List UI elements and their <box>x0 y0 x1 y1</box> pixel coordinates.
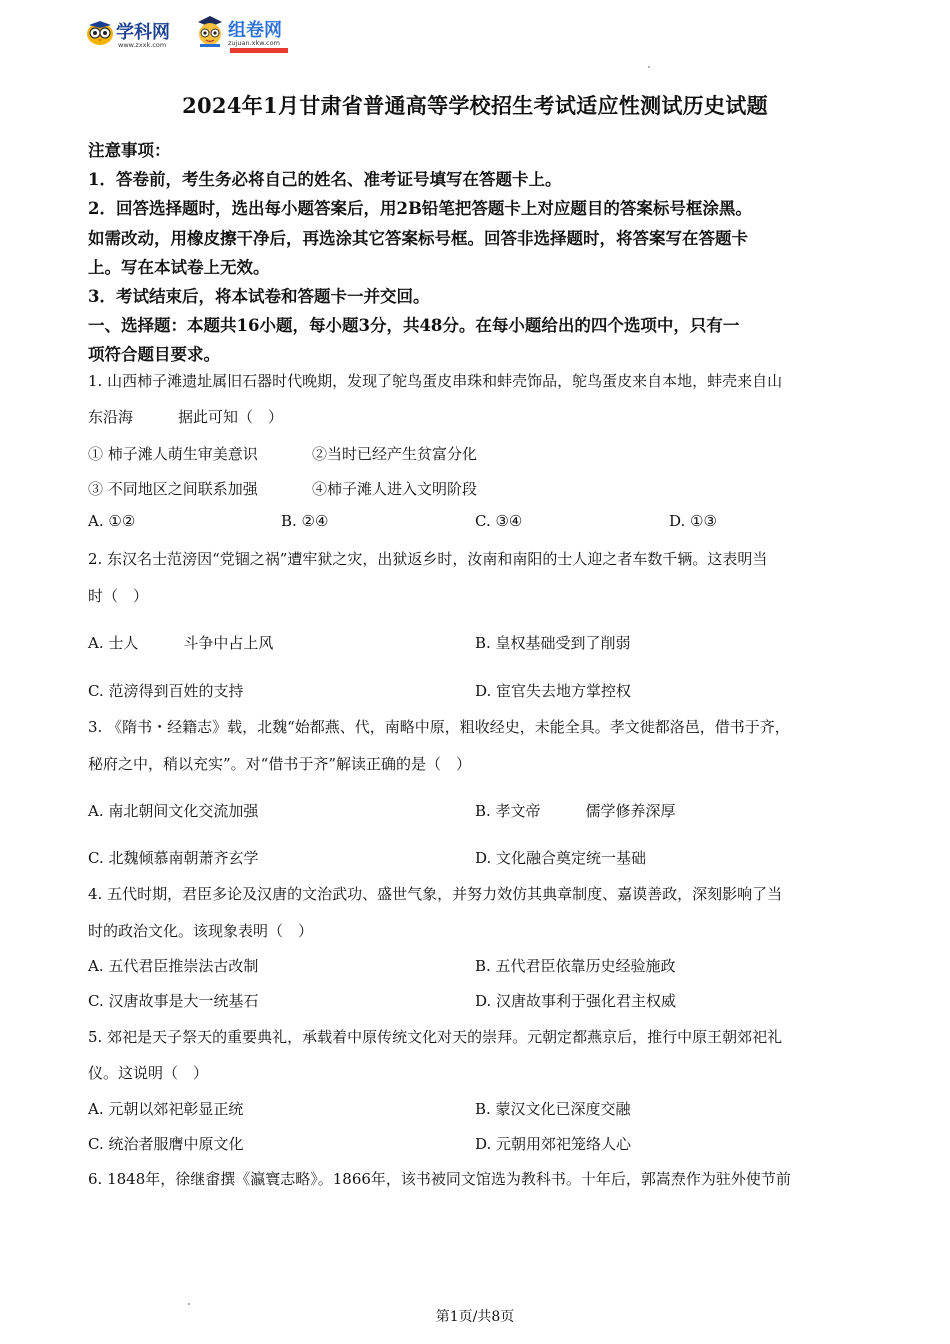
q1-option-a[interactable]: A. ①② <box>88 512 136 530</box>
zujuan-logo[interactable] <box>194 12 334 52</box>
q1-stem-line-1: 1. 山西柿子滩遗址属旧石器时代晚期，发现了鸵鸟蛋皮串珠和蚌壳饰品，鸵鸟蛋皮来自本地，蚌壳来自山 <box>88 372 783 390</box>
q5-option-b[interactable]: B. 蒙汉文化已深度交融 <box>475 1100 631 1118</box>
q1-statement-3: ③ 不同地区之间联系加强 <box>88 480 258 498</box>
q5-option-d[interactable]: D. 元朝用郊祀笼络人心 <box>475 1135 632 1153</box>
notice-item-2-line-3: 上。写在本试卷上无效。 <box>88 258 270 277</box>
notice-item-2-line-1: 2．回答选择题时，选出每小题答案后，用2B铅笔把答题卡上对应题目的答案标号框涂黑。 <box>88 199 752 218</box>
zujuan-logo-badge <box>230 48 288 53</box>
q3-option-d[interactable]: D. 文化融合奠定统一基础 <box>475 849 647 867</box>
q1-option-c[interactable]: C. ③④ <box>475 512 523 530</box>
q1-option-b[interactable]: B. ②④ <box>281 512 329 530</box>
section-heading-line-1: 一、选择题：本题共16小题，每小题3分，共48分。在每小题给出的四个选项中，只有一 <box>88 316 740 335</box>
q2-option-c[interactable]: C. 范滂得到百姓的支持 <box>88 682 244 700</box>
zxxk-logo-url: www.zxxk.com <box>118 41 167 49</box>
q3-stem-line-2: 秘府之中，稍以充实”。对“借书于齐”解读正确的是（ ） <box>88 755 472 773</box>
notice-item-1: 1．答卷前，考生务必将自己的姓名、准考证号填写在答题卡上。 <box>88 170 562 189</box>
q2-option-d[interactable]: D. 宦官失去地方掌控权 <box>475 682 632 700</box>
q2-stem-line-1: 2. 东汉名士范滂因“党锢之祸”遭牢狱之灾，出狱返乡时，汝南和南阳的士人迎之者车数千辆。这表明当 <box>88 550 768 568</box>
q1-statement-1: ① 柿子滩人萌生审美意识 <box>88 445 258 463</box>
exam-title: 2024年1月甘肃省普通高等学校招生考试适应性测试历史试题 <box>182 93 768 118</box>
q4-option-d[interactable]: D. 汉唐故事利于强化君主权威 <box>475 992 677 1010</box>
q3-option-a[interactable]: A. 南北朝间文化交流加强 <box>88 802 259 820</box>
q1-stem-line-2: 东沿海 据此可知（ ） <box>88 408 284 426</box>
notice-item-3: 3．考试结束后，将本试卷和答题卡一并交回。 <box>88 287 430 306</box>
speck <box>188 1303 190 1305</box>
page-number: 第1页/共8页 <box>435 1309 515 1325</box>
q4-stem-line-1: 4. 五代时期，君臣多论及汉唐的文治武功、盛世气象，并努力效仿其典章制度、嘉谟善政，深刻影响了当 <box>88 885 783 903</box>
notice-heading: 注意事项： <box>88 141 171 160</box>
q4-option-c[interactable]: C. 汉唐故事是大一统基石 <box>88 992 259 1010</box>
q4-option-a[interactable]: A. 五代君臣推崇法古改制 <box>88 957 259 975</box>
q1-option-d[interactable]: D. ①③ <box>669 512 717 530</box>
q5-stem-line-2: 仪。这说明（ ） <box>88 1064 209 1082</box>
q5-option-a[interactable]: A. 元朝以郊祀彰显正统 <box>88 1100 244 1118</box>
q3-stem-line-1: 3. 《隋书・经籍志》载，北魏“始都燕、代，南略中原，粗收经史，未能全具。孝文徙都洛邑，借书于齐， <box>88 718 790 736</box>
zujuan-logo-text: 组卷网 <box>228 20 282 41</box>
q6-stem-line-1: 6. 1848年，徐继畬撰《瀛寰志略》。1866年，该书被同文馆选为教科书。十年后，郭嵩焘作为驻外使节前 <box>88 1170 791 1188</box>
q3-option-c[interactable]: C. 北魏倾慕南朝萧齐玄学 <box>88 849 259 867</box>
header-logos <box>86 12 326 52</box>
q5-stem-line-1: 5. 郊祀是天子祭天的重要典礼，承载着中原传统文化对天的崇拜。元朝定都燕京后，推行中原王朝郊祀礼 <box>88 1028 783 1046</box>
q2-stem-line-2: 时（ ） <box>88 587 149 605</box>
section-heading-line-2: 项符合题目要求。 <box>88 345 220 364</box>
zxxk-logo-text: 学科网 <box>116 22 170 43</box>
mascot-icon <box>194 14 226 48</box>
q2-option-b[interactable]: B. 皇权基础受到了削弱 <box>475 634 631 652</box>
owl-icon <box>86 20 114 46</box>
q1-statement-2: ②当时已经产生贫富分化 <box>312 445 478 463</box>
q4-option-b[interactable]: B. 五代君臣依靠历史经验施政 <box>475 957 676 975</box>
q5-option-c[interactable]: C. 统治者服膺中原文化 <box>88 1135 244 1153</box>
notice-item-2-line-2: 如需改动，用橡皮擦干净后，再选涂其它答案标号框。回答非选择题时，将答案写在答题卡 <box>88 229 748 248</box>
speck <box>648 66 650 68</box>
q1-statement-4: ④柿子滩人进入文明阶段 <box>312 480 478 498</box>
zujuan-logo-url: zujuan.xkw.com <box>228 39 280 47</box>
q2-option-a[interactable]: A. 士人 斗争中占上风 <box>88 634 274 652</box>
q4-stem-line-2: 时的政治文化。该现象表明（ ） <box>88 922 314 940</box>
q3-option-b[interactable]: B. 孝文帝 儒学修养深厚 <box>475 802 676 820</box>
zxxk-logo[interactable] <box>86 18 196 52</box>
